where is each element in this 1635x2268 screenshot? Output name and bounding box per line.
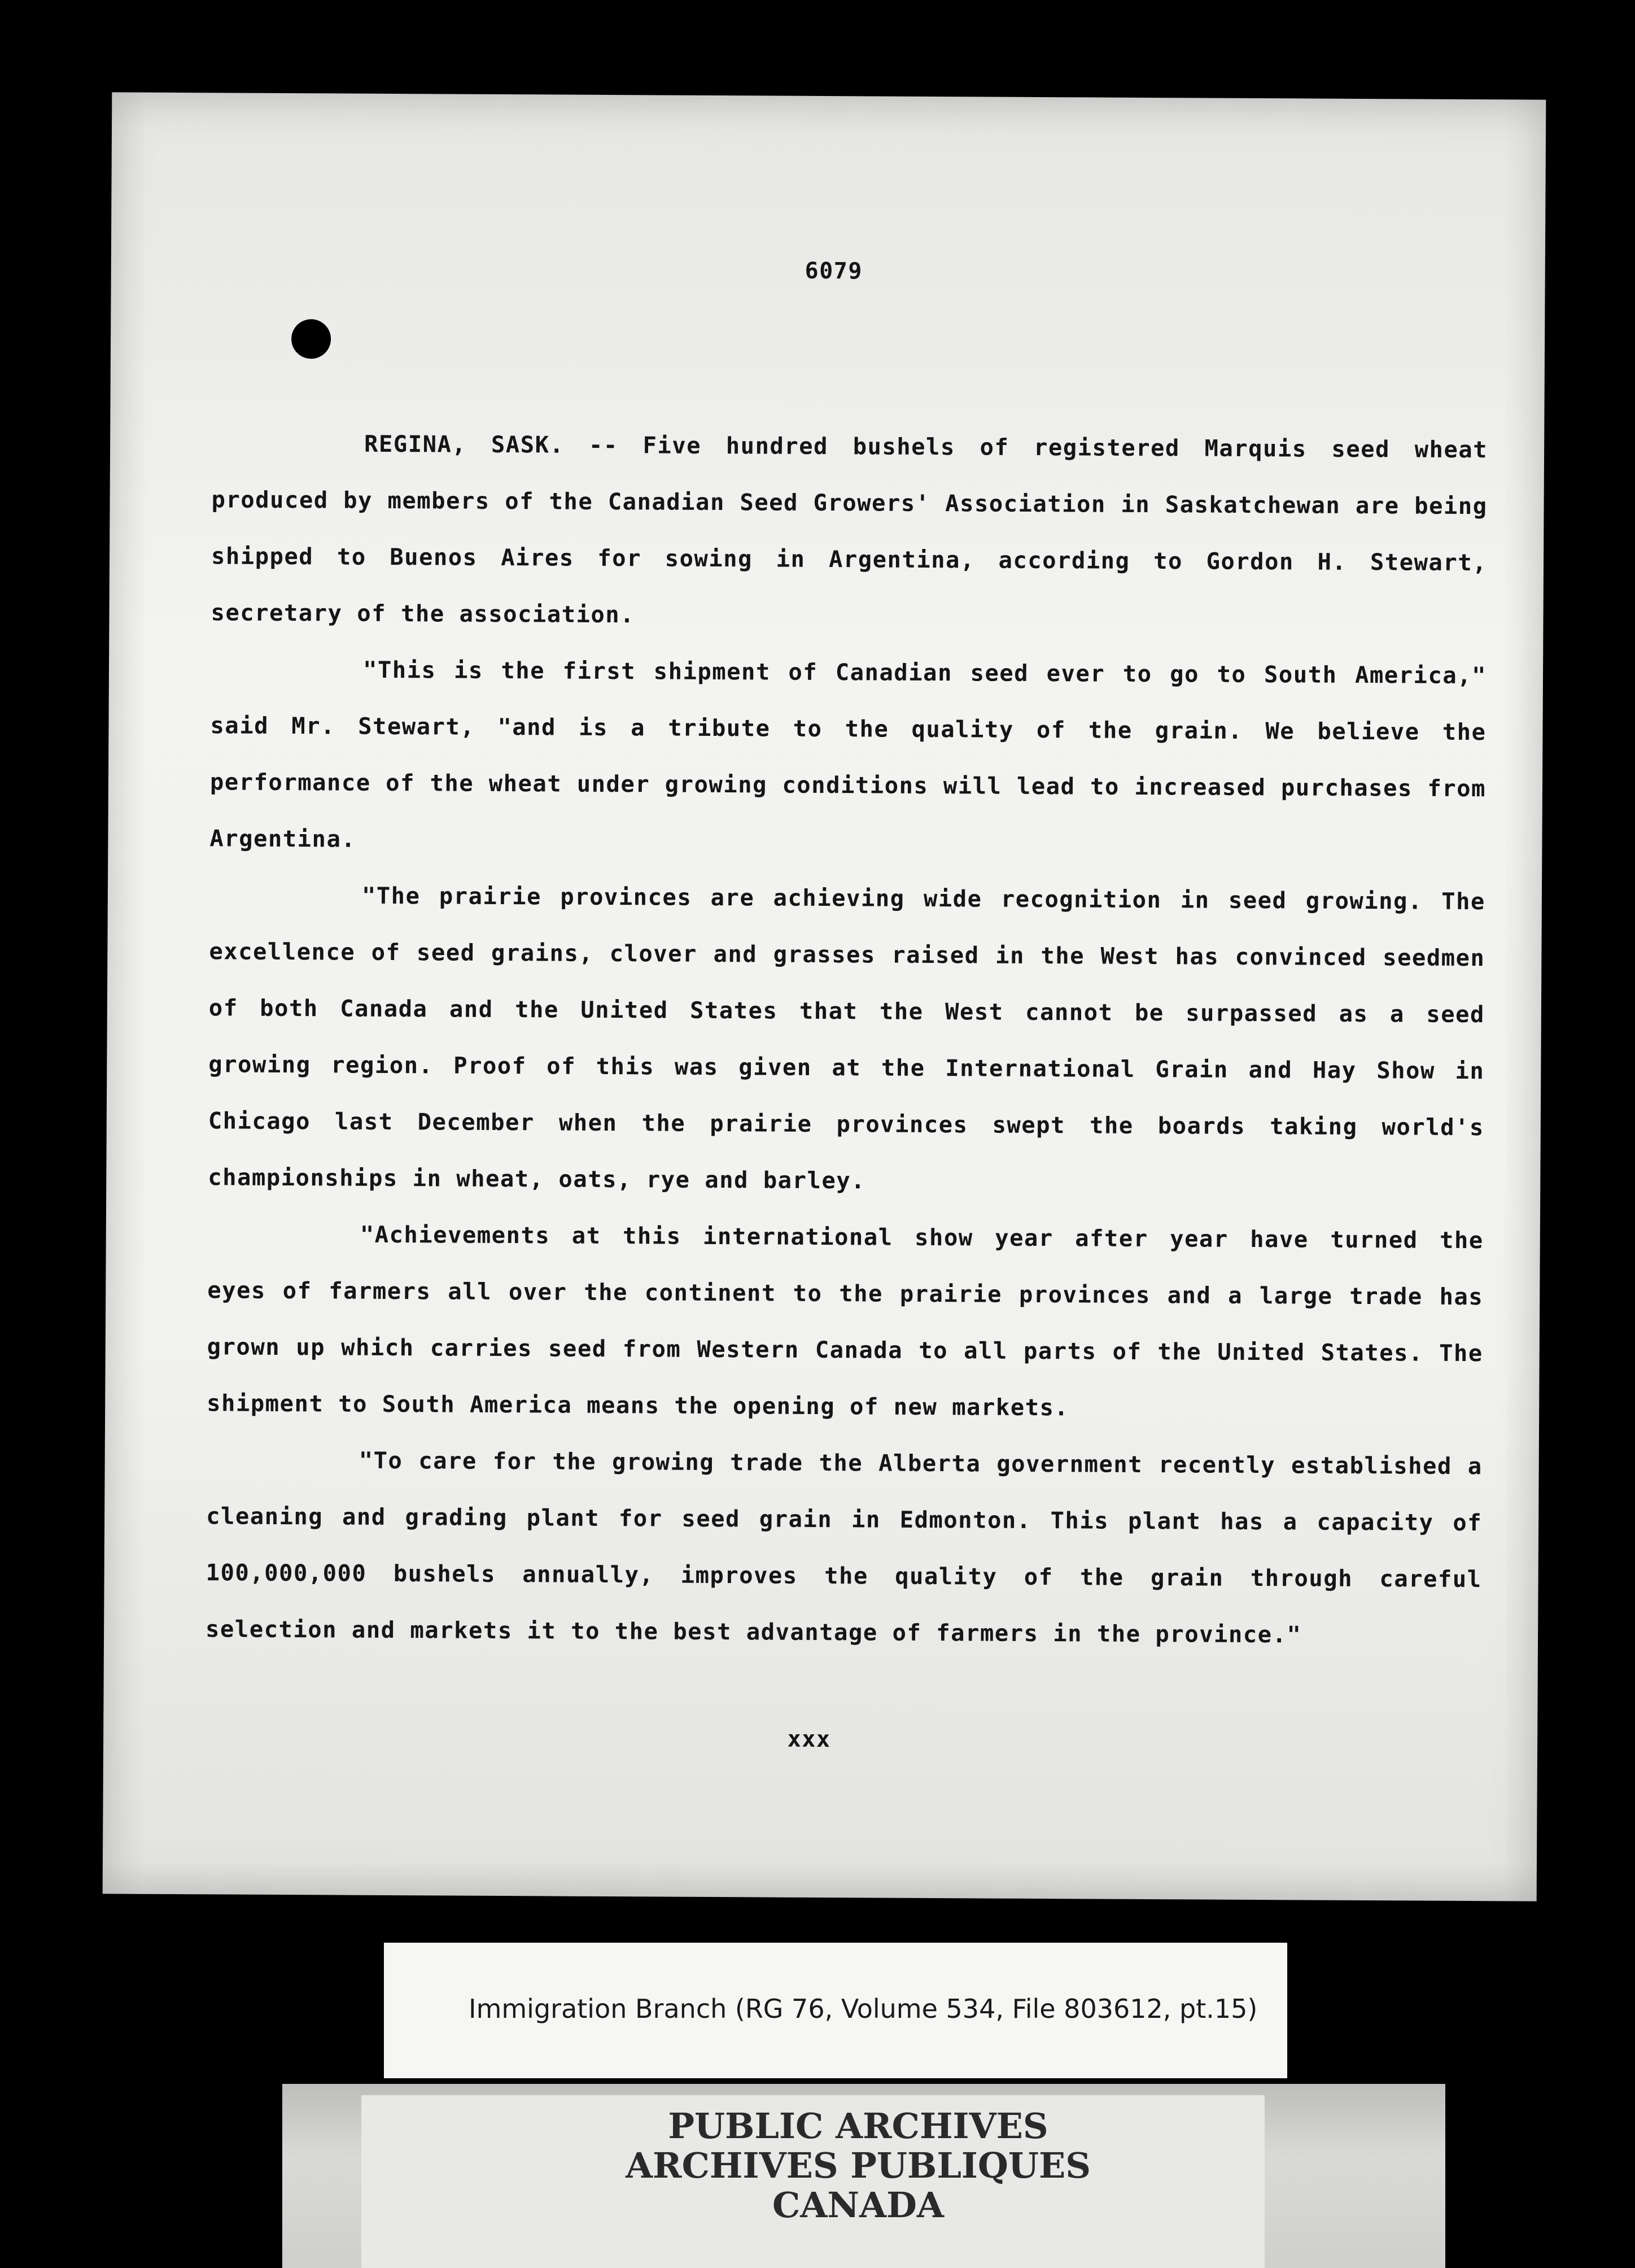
paragraph: "The prairie provinces are achieving wide recognition in seed growing. The excellence of seed grains, clover and grasses raised in the West has convinced seedmen of both Canada and the United States that the West cannot be surpassed as a seed growing region. Proof of this was given at the International Grain and Hay Show in Chicago last December when the prairie provinces swept the boards taking world's championships in wheat, oats, rye and barley. <box>208 882 1486 1194</box>
typewritten-page <box>103 92 1546 1901</box>
stamp-line-3: CANADA <box>772 2184 945 2226</box>
stamp-line-1: PUBLIC ARCHIVES <box>668 2105 1048 2147</box>
paragraph: "To care for the growing trade the Alberta government recently established a cleaning and grading plant for seed grain in Edmonton. This plant has a capacity of 100,000,000 bushels annually, improves the quality of the grain through careful selection and markets it to the best advantage of farmers in the province." <box>205 1446 1483 1648</box>
paragraph: "This is the first shipment of Canadian seed ever to go to South America," said Mr. Stewart, "and is a tribute to the quality of the grain. We believe the performance of the wheat under growing conditions will lead to increased purchases from Argentina. <box>209 656 1487 853</box>
paragraphs <box>206 415 1488 1664</box>
archive-label-card <box>384 1943 1287 2078</box>
end-mark: xxx <box>787 1726 831 1753</box>
archive-label-text: Immigration Branch (RG 76, Volume 534, File 803612, pt.15) <box>469 1994 1258 2024</box>
stamp-line-2: ARCHIVES PUBLIQUES <box>625 2145 1091 2186</box>
page-number: 6079 <box>805 258 863 285</box>
document-body <box>103 92 1546 1901</box>
paragraph: REGINA, SASK. -- Five hundred bushels of registered Marquis seed wheat produced by members of the Canadian Seed Growers' Association in Saskatchewan are being shipped to Buenos Aires for sowing in Argentina, according to Gordon H. Stewart, secretary of the association. <box>211 430 1488 629</box>
archives-stamp <box>576 2106 1140 2225</box>
paragraph: "Achievements at this international show year after year have turned the eyes of farmers all over the continent to the prairie provinces and a large trade has grown up which carries seed from Western Canada to all parts of the United States. The shipment to South America means the opening of new markets. <box>207 1220 1484 1421</box>
